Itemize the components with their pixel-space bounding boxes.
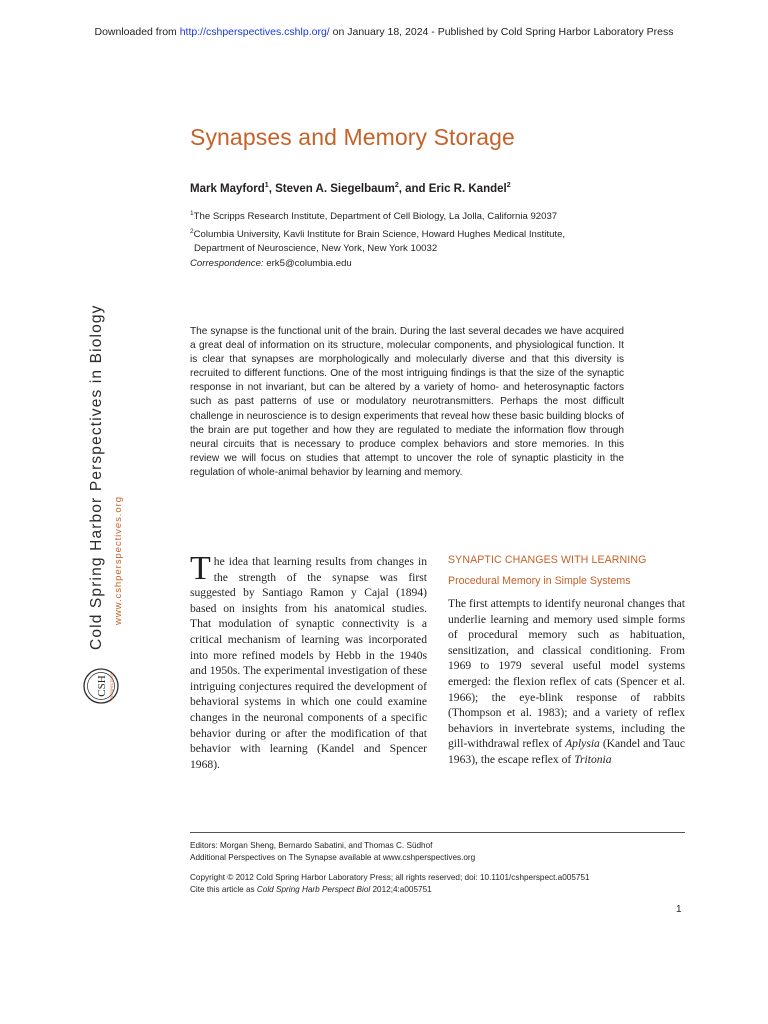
citation-prefix: Cite this article as bbox=[190, 885, 257, 894]
affiliation-sup: 1 bbox=[190, 210, 194, 217]
correspondence-email-link[interactable]: erk5@columbia.edu bbox=[266, 258, 352, 269]
correspondence bbox=[190, 257, 352, 271]
author-separator: , bbox=[268, 182, 276, 195]
citation-suffix: 2012;4:a005751 bbox=[370, 885, 432, 894]
citation-journal: Cold Spring Harb Perspect Biol bbox=[256, 885, 371, 894]
author-list bbox=[190, 182, 511, 195]
sidebar-journal-name: Cold Spring Harbor Perspectives in Biology bbox=[88, 304, 105, 650]
author-affil-sup: 1 bbox=[264, 182, 269, 189]
logo-text: CSH bbox=[96, 675, 108, 697]
logo-subtext: PERSPECTIVES bbox=[110, 672, 114, 700]
species-name: Aplysia bbox=[565, 737, 600, 751]
species-name: Tritonia bbox=[574, 752, 612, 766]
abstract: The synapse is the functional unit of the brain. During the last several decades we have acquired a great deal of information on its structure, molecular components, and physiological function. It is clear that synapses are morphologically and molecularly diverse and that this diversity is recruited to different functions. One of the most intriguing findings is that the size of the synaptic response in not invariant, but can be altered by a variety of homo- and heterosynaptic factors such as past patterns of use or modulatory neurotransmitters. Perhaps the most difficult challenge in neuroscience is to design experiments that reveal how these basic building blocks of the brain are put together and how they are regulated to mediate the information flow through neural circuits that is necessary to produce complex behaviors and store memories. In this review we will focus on studies that attempt to uncover the role of synaptic plasticity in the regulation of whole-animal behavior by learning and memory. bbox=[190, 326, 624, 478]
affiliation-line: The Scripps Research Institute, Department of Cell Biology, La Jolla, California 92037 bbox=[193, 211, 558, 223]
editors-note: Editors: Morgan Sheng, Bernardo Sabatini, and Thomas C. Südhof bbox=[190, 841, 433, 850]
citation-note bbox=[190, 884, 685, 896]
article-title: Synapses and Memory Storage bbox=[190, 124, 515, 150]
body-left-text: he idea that learning results from changes in the strength of the synapse was first suggested by Santiago Ramon y Cajal (1894) based on insights from his anatomical studies. That modulation of synaptic connectivity is a critical mechanism of learning was incorporated into more refined models by Hebb in the 1940s and 1950s. The experimental investigation of these intriguing conjectures required the development of behavioral systems in which one could examine changes in the neuronal components of a specific behavior during or after the modification of that behavior with learning (Kandel and Spencer 1968). bbox=[190, 555, 427, 771]
sidebar-journal-url[interactable]: www.cshperspectives.org bbox=[113, 496, 124, 625]
author-name: Mark Mayford bbox=[190, 182, 265, 195]
affiliation-line: Columbia University, Kavli Institute for Brain Science, Howard Hughes Medical Institute, bbox=[193, 229, 566, 241]
download-url-link[interactable]: http://cshperspectives.cshlp.org/ bbox=[179, 26, 330, 38]
download-prefix: Downloaded from bbox=[94, 26, 180, 38]
subsection-heading: Procedural Memory in Simple Systems bbox=[448, 575, 631, 587]
additional-perspectives-note: Additional Perspectives on The Synapse available at www.cshperspectives.org bbox=[190, 853, 476, 862]
footnotes bbox=[190, 840, 685, 896]
drop-cap: T bbox=[190, 550, 211, 587]
section-heading: SYNAPTIC CHANGES WITH LEARNING bbox=[448, 554, 647, 566]
affiliation-1 bbox=[190, 207, 557, 224]
page-number: 1 bbox=[676, 904, 682, 915]
author-affil-sup: 2 bbox=[394, 182, 399, 189]
author-separator: , and bbox=[398, 182, 429, 195]
author-name: Steven A. Siegelbaum bbox=[275, 182, 395, 195]
body-right-text bbox=[448, 596, 685, 768]
copyright-note: Copyright © 2012 Cold Spring Harbor Laboratory Press; all rights reserved; doi: 10.1101/cshperspect.a005751 bbox=[190, 873, 590, 882]
csh-logo-icon bbox=[81, 656, 121, 716]
body-left-column bbox=[190, 550, 427, 772]
correspondence-label: Correspondence: bbox=[190, 258, 264, 269]
author-name: Eric R. Kandel bbox=[428, 182, 507, 195]
download-notice bbox=[0, 26, 768, 38]
body-text-segment: (Kandel and Tauc 1963), the escape reflex of bbox=[448, 737, 685, 766]
affiliation-line: Department of Neuroscience, New York, New York 10032 bbox=[194, 243, 438, 255]
footnote-divider bbox=[190, 832, 685, 833]
download-suffix: on January 18, 2024 - Published by Cold Spring Harbor Laboratory Press bbox=[329, 26, 674, 38]
affiliation-2 bbox=[190, 225, 565, 256]
author-affil-sup: 2 bbox=[506, 182, 511, 189]
affiliation-sup: 2 bbox=[190, 228, 194, 235]
body-text-segment: The first attempts to identify neuronal changes that underlie learning and memory used simple forms of procedural memory such as habituation, sensitization, and classical conditioning. From 1969 to 1979 several useful model systems emerged: the flexion reflex of cats (Spencer et al. 1966); the eye-blink response of rabbits (Thompson et al. 1983); and a variety of reflex behaviors in invertebrate systems, including the gill-withdrawal reflex of bbox=[448, 597, 685, 751]
body-right-column bbox=[448, 554, 685, 768]
